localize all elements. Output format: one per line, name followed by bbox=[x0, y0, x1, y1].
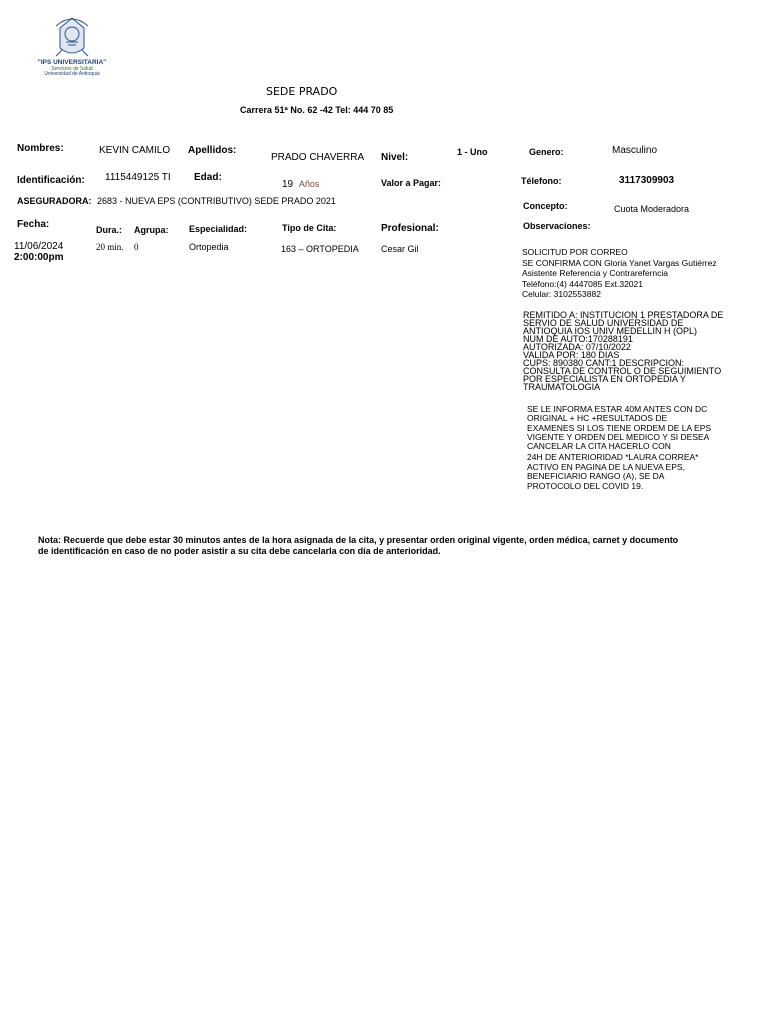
identificacion-value: 1115449125 TI bbox=[105, 172, 171, 183]
nota-line: de identificación en caso de no poder asistir a su cita debe cancelarla con día de anterioridad. bbox=[38, 546, 441, 556]
edad-number: 19 bbox=[282, 179, 294, 190]
nivel-label: Nivel: bbox=[381, 152, 409, 163]
obs-line: Celular: 3102553882 bbox=[522, 289, 601, 299]
edad-value bbox=[282, 179, 319, 190]
nota-recordatorio bbox=[38, 535, 738, 557]
obs-line: CUPS: 890380 CANT:1 DESCRIPCION: bbox=[523, 358, 685, 368]
observaciones-protocolo bbox=[527, 453, 698, 491]
sede-title: SEDE PRADO bbox=[266, 85, 338, 98]
duracion-value: 20 min. bbox=[96, 242, 124, 252]
obs-line: TRAUMATOLOGIA bbox=[523, 382, 601, 392]
edad-unit: Años bbox=[298, 179, 320, 189]
obs-line: AUTORIZADA: 07/10/2022 bbox=[523, 342, 631, 352]
obs-line: VIGENTE Y ORDEN DEL MEDICO Y SI DESEA bbox=[527, 431, 710, 442]
hora-value: 2:00:00pm bbox=[14, 252, 64, 263]
obs-line: SERVIO DE SALUD UNIVERSIDAD DE bbox=[523, 318, 684, 328]
obs-line: SE LE INFORMA ESTAR 40M ANTES CON DC bbox=[527, 404, 708, 414]
obs-line: BENEFICIARIO RANGO (A), SE DA bbox=[527, 471, 665, 481]
obs-line: REMITIDO A: INSTITUCION 1 PRESTADORA DE bbox=[523, 310, 724, 320]
obs-line: PROTOCOLO DEL COVID 19. bbox=[527, 480, 644, 491]
genero-label: Genero: bbox=[529, 147, 564, 157]
obs-line: CANCELAR LA CITA HACERLO CON bbox=[527, 441, 671, 452]
nivel-value: 1 - Uno bbox=[457, 147, 488, 157]
nombres-label: Nombres: bbox=[17, 143, 64, 154]
valor-pagar-label: Valor a Pagar: bbox=[381, 178, 442, 188]
observaciones-remision bbox=[523, 311, 723, 391]
university-seal-icon bbox=[36, 14, 108, 78]
duracion-label: Dura.: bbox=[96, 225, 123, 235]
obs-line: ORIGINAL + HC +RESULTADOS DE bbox=[527, 413, 668, 424]
tipo-cita-label: Tipo de Cita: bbox=[282, 223, 337, 233]
obs-line: SOLICITUD POR CORREO bbox=[522, 247, 628, 257]
logo-title: "IPS UNIVERSITARIA" bbox=[37, 59, 107, 66]
especialidad-label: Especialidad: bbox=[189, 224, 248, 234]
identificacion-label: Identificación: bbox=[17, 175, 85, 186]
telefono-value: 3117309903 bbox=[619, 175, 675, 186]
ips-universitaria-logo bbox=[36, 14, 108, 78]
telefono-label: Télefono: bbox=[521, 176, 562, 186]
nota-line: Nota: Recuerde que debe estar 30 minutos antes de la hora asignada de la cita, y presentar orden original vigente, orden médica, carnet y documento bbox=[38, 535, 679, 545]
obs-line: Asistente Referencia y Contrareferncia bbox=[522, 268, 668, 278]
especialidad-value: Ortopedia bbox=[189, 242, 229, 252]
aseguradora-label: ASEGURADORA: bbox=[17, 196, 92, 206]
tipo-cita-value: 163 – ORTOPEDIA bbox=[281, 244, 359, 254]
obs-line: SE CONFIRMA CON Gloria Yanet Vargas Gutiérrez bbox=[522, 257, 717, 268]
fecha-label: Fecha: bbox=[17, 219, 50, 230]
obs-line: ANTIOQUIA IOS UNIV MEDELLIN H (OPL) bbox=[523, 326, 698, 336]
nombres-value: KEVIN CAMILO bbox=[99, 145, 171, 156]
edad-label: Edad: bbox=[194, 172, 222, 183]
observaciones-contacto bbox=[522, 247, 717, 300]
logo-university: Universidad de Antioquia bbox=[44, 71, 100, 77]
agrupa-value: 0 bbox=[134, 242, 139, 252]
obs-line: EXAMENES SI LOS TIENE ORDEM DE LA EPS bbox=[527, 422, 712, 433]
concepto-value: Cuota Moderadora bbox=[614, 204, 690, 214]
obs-line: CONSULTA DE CONTROL O DE SEGUIMIENTO bbox=[523, 366, 722, 376]
agrupa-label: Agrupa: bbox=[134, 225, 169, 235]
obs-line: Teléfono:(4) 4447085 Ext.32021 bbox=[522, 278, 643, 289]
obs-line: ACTIVO EN PAGINA DE LA NUEVA EPS, bbox=[527, 461, 685, 472]
fecha-value: 11/06/2024 bbox=[14, 241, 64, 252]
obs-line: POR ESPECIALISTA EN ORTOPEDIA Y bbox=[523, 374, 686, 384]
apellidos-label: Apellidos: bbox=[188, 145, 237, 156]
observaciones-indicaciones bbox=[527, 405, 711, 451]
obs-line: VALIDA POR: 180 DIAS bbox=[523, 350, 620, 360]
sede-address: Carrera 51ª No. 62 -42 Tel: 444 70 85 bbox=[240, 105, 394, 115]
concepto-label: Concepto: bbox=[523, 201, 568, 211]
aseguradora-value: 2683 - NUEVA EPS (CONTRIBUTIVO) SEDE PRADO 2021 bbox=[97, 196, 336, 206]
logo-subtitle: Servicios de Salud bbox=[51, 66, 93, 72]
obs-line: 24H DE ANTERIORIDAD *LAURA CORREA* bbox=[527, 452, 699, 462]
obs-line: NUM DE AUTO:170288191 bbox=[523, 334, 633, 344]
genero-value: Masculino bbox=[612, 145, 658, 156]
apellidos-value: PRADO CHAVERRA bbox=[271, 152, 365, 163]
observaciones-label: Observaciones: bbox=[523, 221, 591, 231]
profesional-value: Cesar Gil bbox=[381, 244, 419, 254]
profesional-label: Profesional: bbox=[381, 223, 439, 234]
